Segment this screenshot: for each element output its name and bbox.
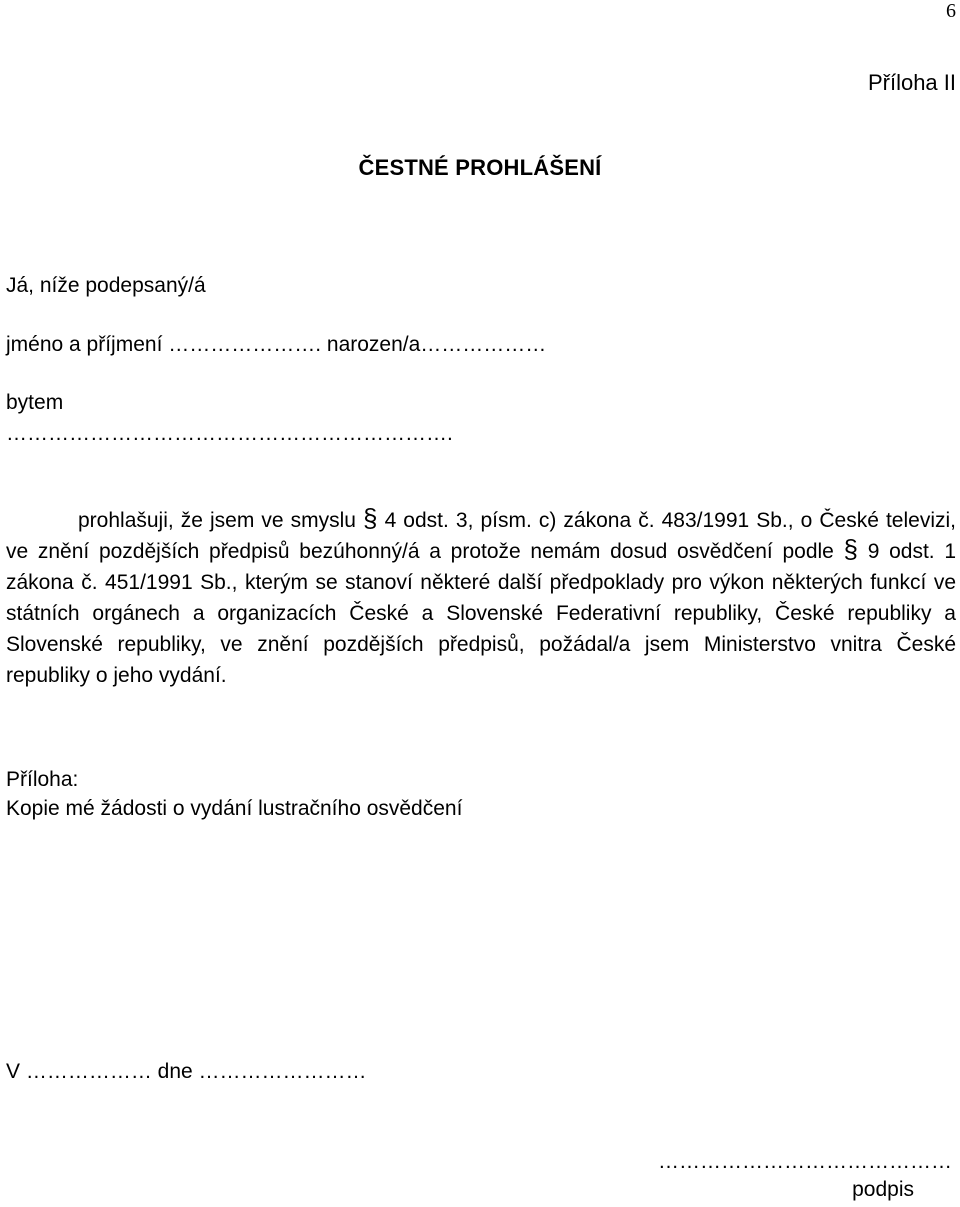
residence-label: bytem: [6, 391, 64, 414]
paragraph-part-2: 4 odst. 3, písm. c) zákona č. 483/1991 Sb., o České televizi, ve znění pozdějších předpisů bezúhonný/á a protože nemám dosud osvědčení podle: [6, 509, 956, 563]
annex-label: Příloha II: [867, 70, 956, 95]
declaration-paragraph: [6, 505, 956, 691]
signature-label: podpis: [852, 1178, 914, 1201]
paragraph-part-3: 9 odst. 1 zákona č. 451/1991 Sb., kterým se stanoví některé další předpoklady pro výkon některých funkcí ve státních orgánech a organizacích České a Slovenské Federativní republiky, České republiky a Slovenské republiky, ve znění pozdějších předpisů, požádal/a jsem Ministerstvo vnitra České republiky o jeho vydání.: [6, 540, 956, 687]
attachment-item: Kopie mé žádosti o vydání lustračního osvědčení: [6, 797, 463, 820]
page-number: 6: [946, 0, 956, 22]
document-title: ČESTNÉ PROHLÁŠENÍ: [358, 155, 602, 180]
intro-line: Já, níže podepsaný/á: [6, 274, 206, 297]
place-date-line: V ……………… dne ……………………: [6, 1060, 367, 1083]
section-sign: §: [363, 503, 378, 533]
signature-dots: ……………………………………: [658, 1150, 952, 1173]
attachment-label: Příloha:: [6, 768, 79, 791]
name-birth-line: jméno a příjmení …………………. narozen/a………………: [6, 333, 547, 356]
paragraph-part-1: prohlašuji, že jsem ve smyslu: [78, 509, 364, 532]
residence-dots: ……………………………………………………….: [6, 422, 453, 445]
section-sign: §: [843, 534, 859, 564]
